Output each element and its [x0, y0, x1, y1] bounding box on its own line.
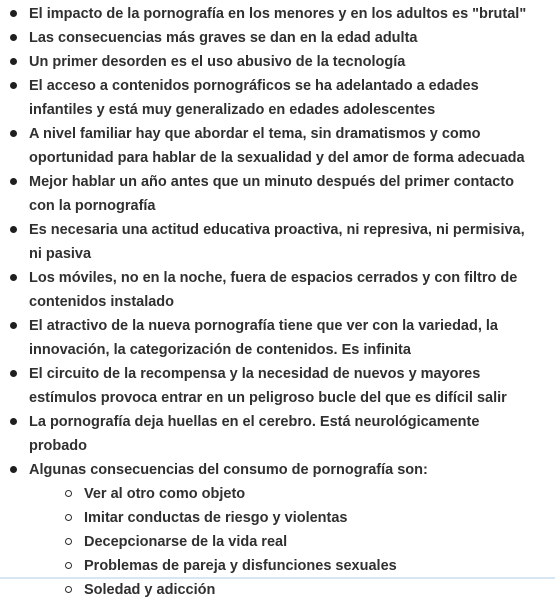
bullet-icon [10, 274, 17, 281]
list-item [0, 458, 555, 602]
list-item-text: Algunas consecuencias del consumo de pornografía son: [29, 462, 428, 478]
list-item-text: El circuito de la recompensa y la necesidad de nuevos y mayores estímulos provoca entrar en un peligroso bucle del que es difícil salir [29, 366, 507, 406]
hollow-bullet-icon [65, 562, 72, 569]
bullet-icon [10, 178, 17, 185]
list-item [0, 266, 555, 314]
list-item-text: Los móviles, no en la noche, fuera de espacios cerrados y con filtro de contenidos instalado [29, 270, 518, 310]
bullet-icon [10, 34, 17, 41]
bullet-icon [10, 10, 17, 17]
bullet-icon [10, 322, 17, 329]
list-item [0, 26, 555, 50]
sub-list-item [29, 578, 541, 602]
list-item-text: Mejor hablar un año antes que un minuto después del primer contacto con la pornografía [29, 174, 515, 214]
list-item [0, 362, 555, 410]
sub-list-item [29, 482, 541, 506]
hollow-bullet-icon [65, 538, 72, 545]
list-item [0, 314, 555, 362]
bullet-icon [10, 466, 17, 473]
bullet-icon [10, 130, 17, 137]
hollow-bullet-icon [65, 490, 72, 497]
hollow-bullet-icon [65, 586, 72, 593]
sub-list-item [29, 554, 541, 578]
bullet-icon [10, 82, 17, 89]
sub-list-item-text: Soledad y adicción [84, 582, 216, 598]
list-item [0, 218, 555, 266]
list-item-text: Es necesaria una actitud educativa proactiva, ni represiva, ni permisiva, ni pasiva [29, 222, 525, 262]
sub-list-item [29, 530, 541, 554]
list-item-text: A nivel familiar hay que abordar el tema, sin dramatismos y como oportunidad para hablar de la sexualidad y del amor de forma adecuada [29, 126, 525, 166]
list-item-text: El atractivo de la nueva pornografía tiene que ver con la variedad, la innovación, la categorización de contenidos. Es infinita [29, 318, 498, 358]
list-item-text: Las consecuencias más graves se dan en la edad adulta [29, 30, 418, 46]
sub-list-item-text: Ver al otro como objeto [84, 486, 246, 502]
sub-list-item-text: Imitar conductas de riesgo y violentas [84, 510, 348, 526]
bullet-icon [10, 226, 17, 233]
list-item [0, 50, 555, 74]
bullet-icon [10, 58, 17, 65]
sub-list-item [29, 506, 541, 530]
sub-list-item-text: Problemas de pareja y disfunciones sexuales [84, 558, 397, 574]
hollow-bullet-icon [65, 514, 72, 521]
list-item-text: Un primer desorden es el uso abusivo de la tecnología [29, 54, 406, 70]
list-item [0, 74, 555, 122]
sub-bullet-list [29, 482, 541, 602]
list-item-text: El acceso a contenidos pornográficos se ha adelantado a edades infantiles y está muy generalizado en edades adolescentes [29, 78, 479, 118]
list-item [0, 410, 555, 458]
bullet-list [0, 2, 555, 602]
list-item-text: El impacto de la pornografía en los menores y en los adultos es "brutal" [29, 6, 527, 22]
list-item [0, 170, 555, 218]
bullet-icon [10, 370, 17, 377]
bullet-icon [10, 418, 17, 425]
list-item [0, 122, 555, 170]
list-item-text: La pornografía deja huellas en el cerebro. Está neurológicamente probado [29, 414, 480, 454]
list-item [0, 2, 555, 26]
sub-list-item-text: Decepcionarse de la vida real [84, 534, 288, 550]
